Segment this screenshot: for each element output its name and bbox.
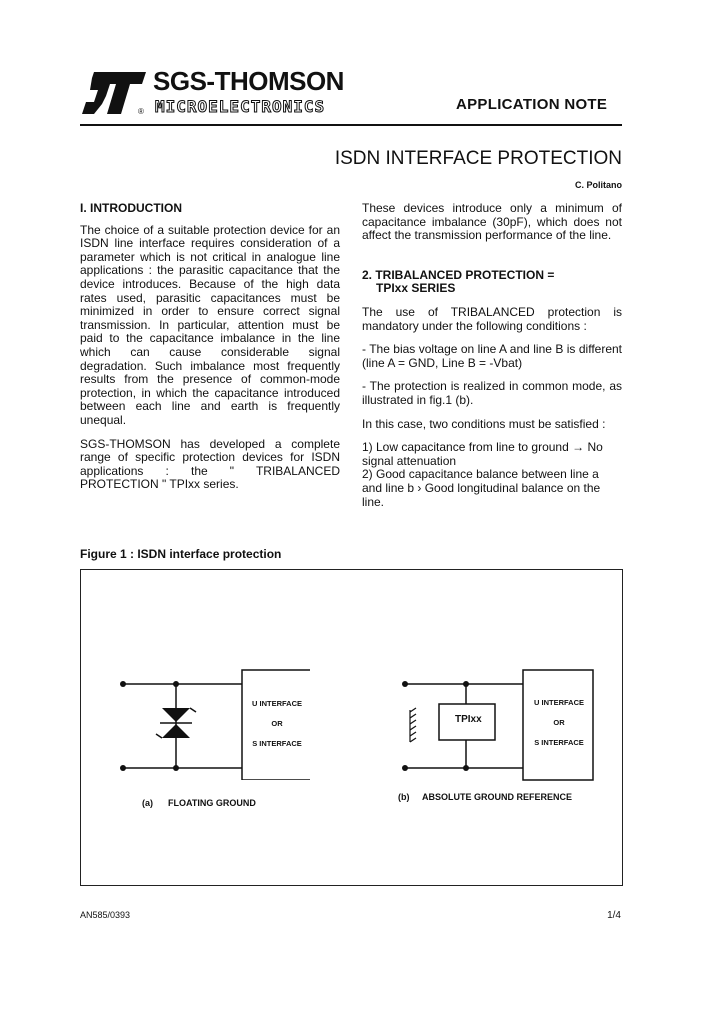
right-column [362, 202, 622, 519]
devices-paragraph: These devices introduce only a minimum of capacitance imbalance (30pF), which does not affect the transmission performance of the line. [362, 201, 622, 243]
author: C. Politano [575, 180, 622, 190]
ground-hatch-icon [410, 708, 416, 742]
tpixx-label: TPIxx [455, 714, 482, 725]
caption-a-label: (a) [142, 798, 153, 808]
page-title: ISDN INTERFACE PROTECTION [334, 148, 622, 169]
terminal-b1 [120, 765, 126, 771]
caption-a: FLOATING GROUND [168, 798, 256, 808]
header-rule [80, 124, 622, 126]
tribalanced-paragraph: The use of TRIBALANCED protection is mandatory under the following conditions : [362, 304, 622, 333]
section-heading-tribalanced [362, 269, 622, 296]
condition-common-mode: - The protection is realized in common mode, as illustrated in fig.1 (b). [362, 379, 622, 407]
terminal-a1 [120, 681, 126, 687]
svg-text:®: ® [138, 107, 144, 116]
intro-paragraph-2: SGS-THOMSON has developed a complete range of specific protection devices for ISDN applications : the " TRIBALANCED PROTECTION " TPIxx series. [80, 436, 340, 492]
figure-caption: Figure 1 : ISDN interface protection [80, 547, 282, 561]
section-heading-introduction: I. INTRODUCTION [80, 201, 182, 215]
brand-name: SGS-THOMSON [153, 66, 344, 96]
caption-b-label: (b) [398, 792, 410, 802]
condition-bias: - The bias voltage on line A and line B is different (line A = GND, Line B = -Vbat) [362, 342, 622, 370]
page-number: 1/4 [607, 910, 621, 921]
interface-label-a: U INTERFACE OR S INTERFACE [251, 699, 302, 748]
document-code: AN585/0393 [80, 910, 131, 920]
caption-b: ABSOLUTE GROUND REFERENCE [422, 792, 573, 802]
interface-label-b: U INTERFACE OR S INTERFACE [533, 698, 584, 747]
condition-1: 1) Low capacitance from line to ground → No signal attenuation [362, 440, 603, 468]
conditions-intro: In this case, two conditions must be satisfied : [362, 416, 606, 431]
intro-paragraph-1: The choice of a suitable protection device for an ISDN line interface requires consideration of a parameter which is not critical in analogue line applications : the parasitic capacitance that the device introduces. Because of the high data rates used, parasitic capacitances must be minimized in order to ensure correct signal transmission. In particular, attention must be paid to the capacitance imbalance in the line which can cause considerable signal degradation. Such imbalance most frequently results from the presence of common-mode protection, in which the capacitance introduced between each line and earth is frequently unequal. [80, 222, 340, 427]
document-type: APPLICATION NOTE [456, 96, 608, 113]
st-logo-icon [80, 70, 148, 116]
bidirectional-diode-icon [156, 708, 196, 738]
brand-division: MICROELECTRONICS [155, 97, 326, 116]
heading-line-1: 2. TRIBALANCED PROTECTION = [362, 267, 555, 282]
condition-2: 2) Good capacitance balance between line a and line b › Good longitudinal balance on the line. [362, 467, 601, 509]
heading-line-2: TPIxx SERIES [376, 281, 456, 296]
left-column [80, 202, 340, 502]
condition-list [362, 441, 622, 509]
